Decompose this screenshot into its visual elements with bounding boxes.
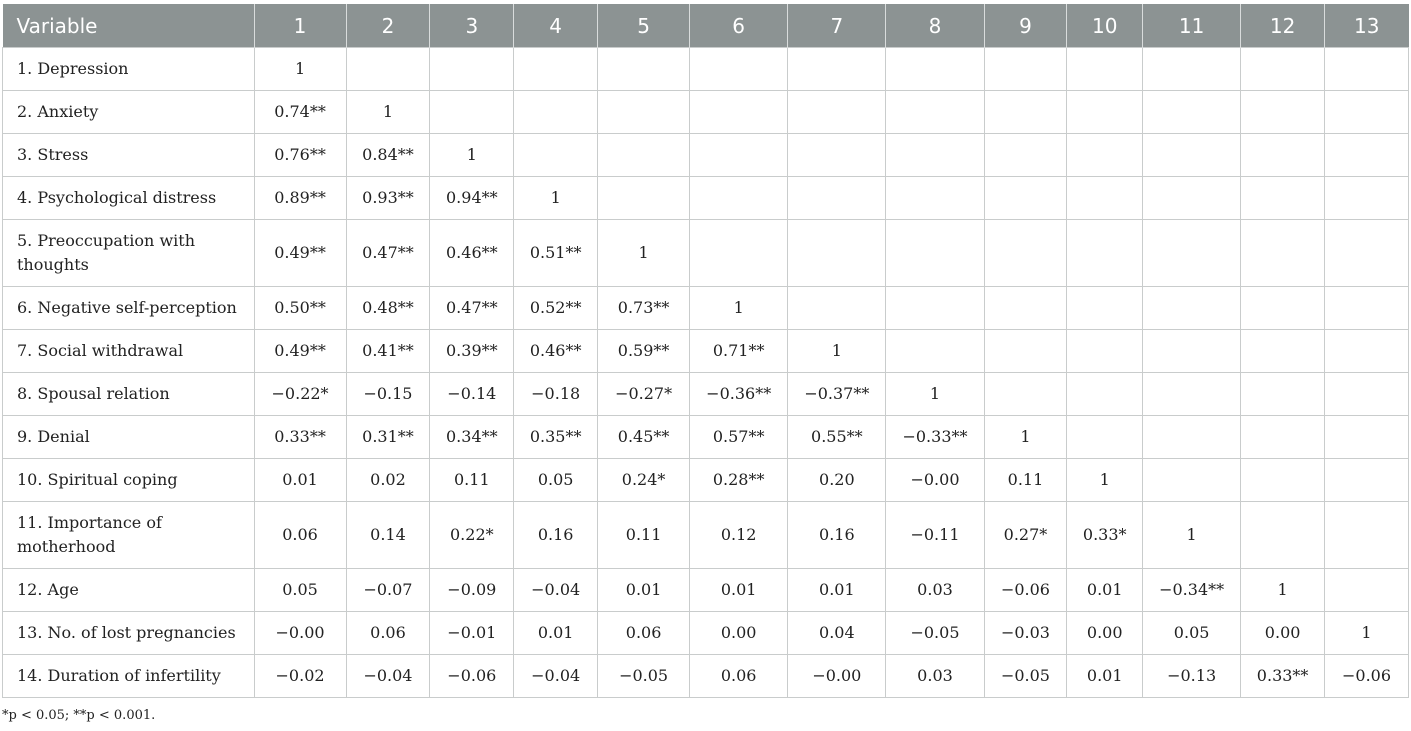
correlation-cell bbox=[1241, 48, 1325, 91]
correlation-cell: 1 bbox=[430, 134, 514, 177]
correlation-cell: −0.04 bbox=[514, 569, 598, 612]
variable-label: 4. Psychological distress bbox=[3, 177, 255, 220]
column-header-6: 6 bbox=[690, 4, 788, 48]
correlation-cell bbox=[1143, 330, 1241, 373]
variable-label: 12. Age bbox=[3, 569, 255, 612]
correlation-cell: 0.89** bbox=[254, 177, 346, 220]
correlation-cell bbox=[1325, 330, 1409, 373]
correlation-cell bbox=[886, 330, 984, 373]
variable-label: 6. Negative self-perception bbox=[3, 287, 255, 330]
table-row bbox=[3, 330, 1409, 373]
correlation-cell: −0.07 bbox=[346, 569, 430, 612]
correlation-cell bbox=[886, 91, 984, 134]
correlation-cell: 0.33** bbox=[254, 416, 346, 459]
variable-label: 8. Spousal relation bbox=[3, 373, 255, 416]
correlation-cell bbox=[1067, 287, 1143, 330]
correlation-cell bbox=[1325, 502, 1409, 569]
correlation-cell: 0.06 bbox=[690, 655, 788, 698]
correlation-cell bbox=[1241, 91, 1325, 134]
correlation-cell: −0.00 bbox=[788, 655, 886, 698]
column-header-10: 10 bbox=[1067, 4, 1143, 48]
correlation-cell: −0.36** bbox=[690, 373, 788, 416]
table-row bbox=[3, 48, 1409, 91]
correlation-cell bbox=[1143, 416, 1241, 459]
correlation-cell: 1 bbox=[598, 220, 690, 287]
correlation-cell: 0.39** bbox=[430, 330, 514, 373]
correlation-cell bbox=[984, 220, 1067, 287]
correlation-cell: 0.00 bbox=[1241, 612, 1325, 655]
correlation-cell: 0.84** bbox=[346, 134, 430, 177]
correlation-cell bbox=[984, 330, 1067, 373]
correlation-cell: 0.49** bbox=[254, 220, 346, 287]
correlation-cell bbox=[984, 48, 1067, 91]
correlation-cell: 0.27* bbox=[984, 502, 1067, 569]
correlation-cell: 0.28** bbox=[690, 459, 788, 502]
table-row bbox=[3, 459, 1409, 502]
correlation-cell: 0.49** bbox=[254, 330, 346, 373]
correlation-cell bbox=[1143, 91, 1241, 134]
correlation-cell: 0.00 bbox=[690, 612, 788, 655]
correlation-cell: −0.05 bbox=[886, 612, 984, 655]
correlation-cell bbox=[788, 91, 886, 134]
correlation-cell: 0.11 bbox=[430, 459, 514, 502]
correlation-cell: 1 bbox=[886, 373, 984, 416]
correlation-cell bbox=[514, 48, 598, 91]
correlation-cell bbox=[788, 48, 886, 91]
correlation-cell: 0.03 bbox=[886, 655, 984, 698]
correlation-cell: 0.59** bbox=[598, 330, 690, 373]
correlation-cell bbox=[1143, 48, 1241, 91]
variable-label: 5. Preoccupation with thoughts bbox=[3, 220, 255, 287]
correlation-cell bbox=[690, 134, 788, 177]
correlation-cell: −0.05 bbox=[598, 655, 690, 698]
correlation-cell bbox=[598, 177, 690, 220]
correlation-cell bbox=[1067, 220, 1143, 287]
correlation-cell bbox=[690, 177, 788, 220]
table-header-row bbox=[3, 4, 1409, 48]
correlation-cell bbox=[1241, 330, 1325, 373]
correlation-cell bbox=[1143, 220, 1241, 287]
column-header-9: 9 bbox=[984, 4, 1067, 48]
variable-label: 13. No. of lost pregnancies bbox=[3, 612, 255, 655]
correlation-cell bbox=[788, 177, 886, 220]
column-header-7: 7 bbox=[788, 4, 886, 48]
correlation-cell: −0.13 bbox=[1143, 655, 1241, 698]
correlation-cell bbox=[514, 134, 598, 177]
variable-label: 1. Depression bbox=[3, 48, 255, 91]
correlation-cell: 0.06 bbox=[254, 502, 346, 569]
correlation-cell bbox=[1325, 91, 1409, 134]
correlation-cell: 0.16 bbox=[788, 502, 886, 569]
correlation-cell bbox=[886, 48, 984, 91]
correlation-cell bbox=[1143, 373, 1241, 416]
table-body bbox=[3, 48, 1409, 698]
table-row bbox=[3, 177, 1409, 220]
variable-label: 10. Spiritual coping bbox=[3, 459, 255, 502]
correlation-cell: 0.02 bbox=[346, 459, 430, 502]
correlation-cell: −0.06 bbox=[430, 655, 514, 698]
correlation-cell bbox=[788, 287, 886, 330]
correlation-table bbox=[2, 4, 1409, 698]
correlation-cell bbox=[598, 134, 690, 177]
correlation-cell bbox=[1325, 287, 1409, 330]
correlation-cell: 0.76** bbox=[254, 134, 346, 177]
correlation-cell: 0.01 bbox=[690, 569, 788, 612]
correlation-cell: 0.20 bbox=[788, 459, 886, 502]
correlation-cell: 0.12 bbox=[690, 502, 788, 569]
correlation-cell: 1 bbox=[690, 287, 788, 330]
correlation-cell: 0.01 bbox=[514, 612, 598, 655]
correlation-cell: 0.41** bbox=[346, 330, 430, 373]
correlation-cell: 0.34** bbox=[430, 416, 514, 459]
correlation-cell bbox=[1241, 502, 1325, 569]
correlation-cell: −0.01 bbox=[430, 612, 514, 655]
correlation-cell bbox=[1241, 134, 1325, 177]
correlation-cell: −0.27* bbox=[598, 373, 690, 416]
correlation-cell: 1 bbox=[254, 48, 346, 91]
correlation-cell bbox=[1067, 330, 1143, 373]
correlation-cell: −0.22* bbox=[254, 373, 346, 416]
correlation-cell bbox=[788, 220, 886, 287]
correlation-cell: 0.24* bbox=[598, 459, 690, 502]
column-header-12: 12 bbox=[1241, 4, 1325, 48]
column-header-variable: Variable bbox=[3, 4, 255, 48]
correlation-cell: −0.00 bbox=[254, 612, 346, 655]
correlation-cell bbox=[1067, 91, 1143, 134]
correlation-cell bbox=[430, 48, 514, 91]
correlation-cell: 0.00 bbox=[1067, 612, 1143, 655]
table-row bbox=[3, 655, 1409, 698]
correlation-cell: 0.45** bbox=[598, 416, 690, 459]
correlation-cell: 0.57** bbox=[690, 416, 788, 459]
correlation-cell bbox=[984, 91, 1067, 134]
correlation-cell bbox=[1067, 416, 1143, 459]
correlation-cell: 0.46** bbox=[430, 220, 514, 287]
correlation-cell: 0.55** bbox=[788, 416, 886, 459]
correlation-cell: 0.01 bbox=[254, 459, 346, 502]
correlation-cell: 0.46** bbox=[514, 330, 598, 373]
correlation-cell: 0.94** bbox=[430, 177, 514, 220]
table-row bbox=[3, 373, 1409, 416]
correlation-cell bbox=[1325, 177, 1409, 220]
column-header-13: 13 bbox=[1325, 4, 1409, 48]
correlation-cell: 0.73** bbox=[598, 287, 690, 330]
correlation-cell bbox=[1067, 177, 1143, 220]
correlation-cell bbox=[1325, 220, 1409, 287]
correlation-cell: 1 bbox=[1143, 502, 1241, 569]
table-row bbox=[3, 91, 1409, 134]
correlation-cell: −0.33** bbox=[886, 416, 984, 459]
correlation-cell: −0.14 bbox=[430, 373, 514, 416]
correlation-cell bbox=[984, 177, 1067, 220]
correlation-cell: 0.16 bbox=[514, 502, 598, 569]
column-header-5: 5 bbox=[598, 4, 690, 48]
column-header-4: 4 bbox=[514, 4, 598, 48]
correlation-cell bbox=[1143, 177, 1241, 220]
variable-label: 11. Importance of motherhood bbox=[3, 502, 255, 569]
column-header-3: 3 bbox=[430, 4, 514, 48]
correlation-cell: 0.31** bbox=[346, 416, 430, 459]
correlation-cell: 0.05 bbox=[1143, 612, 1241, 655]
correlation-cell bbox=[1241, 220, 1325, 287]
correlation-cell bbox=[598, 91, 690, 134]
correlation-cell bbox=[1241, 373, 1325, 416]
table-row bbox=[3, 287, 1409, 330]
correlation-cell: 0.51** bbox=[514, 220, 598, 287]
correlation-cell: 0.01 bbox=[1067, 655, 1143, 698]
correlation-cell bbox=[886, 220, 984, 287]
correlation-cell: 0.06 bbox=[346, 612, 430, 655]
correlation-cell: 0.74** bbox=[254, 91, 346, 134]
correlation-cell: 0.01 bbox=[788, 569, 886, 612]
correlation-cell bbox=[1325, 373, 1409, 416]
correlation-cell: 0.48** bbox=[346, 287, 430, 330]
correlation-cell bbox=[1241, 416, 1325, 459]
correlation-cell: 1 bbox=[1241, 569, 1325, 612]
correlation-cell bbox=[690, 220, 788, 287]
correlation-cell: 0.71** bbox=[690, 330, 788, 373]
correlation-cell: 1 bbox=[1325, 612, 1409, 655]
correlation-cell: 0.11 bbox=[984, 459, 1067, 502]
column-header-11: 11 bbox=[1143, 4, 1241, 48]
correlation-cell: 0.33* bbox=[1067, 502, 1143, 569]
correlation-cell bbox=[514, 91, 598, 134]
correlation-cell bbox=[1143, 459, 1241, 502]
correlation-cell: 0.01 bbox=[598, 569, 690, 612]
correlation-cell bbox=[1241, 177, 1325, 220]
correlation-cell: 0.52** bbox=[514, 287, 598, 330]
correlation-cell bbox=[1067, 373, 1143, 416]
table-footnote: *p < 0.05; **p < 0.001. bbox=[2, 708, 156, 723]
correlation-cell bbox=[1325, 48, 1409, 91]
correlation-cell: −0.06 bbox=[984, 569, 1067, 612]
correlation-cell bbox=[886, 177, 984, 220]
table-row bbox=[3, 416, 1409, 459]
correlation-cell: 0.04 bbox=[788, 612, 886, 655]
correlation-cell: 0.33** bbox=[1241, 655, 1325, 698]
column-header-2: 2 bbox=[346, 4, 430, 48]
correlation-cell: 0.14 bbox=[346, 502, 430, 569]
correlation-cell bbox=[346, 48, 430, 91]
correlation-cell: 0.06 bbox=[598, 612, 690, 655]
correlation-cell: −0.09 bbox=[430, 569, 514, 612]
correlation-cell bbox=[1241, 287, 1325, 330]
table-row bbox=[3, 134, 1409, 177]
correlation-cell: 0.03 bbox=[886, 569, 984, 612]
correlation-cell: −0.11 bbox=[886, 502, 984, 569]
table-row bbox=[3, 612, 1409, 655]
correlation-cell: −0.18 bbox=[514, 373, 598, 416]
correlation-cell bbox=[1325, 569, 1409, 612]
correlation-cell bbox=[1241, 459, 1325, 502]
variable-label: 2. Anxiety bbox=[3, 91, 255, 134]
correlation-cell: 1 bbox=[788, 330, 886, 373]
correlation-cell bbox=[1143, 134, 1241, 177]
variable-label: 3. Stress bbox=[3, 134, 255, 177]
correlation-cell bbox=[984, 287, 1067, 330]
variable-label: 14. Duration of infertility bbox=[3, 655, 255, 698]
correlation-cell: 1 bbox=[514, 177, 598, 220]
correlation-cell: −0.34** bbox=[1143, 569, 1241, 612]
correlation-cell: 0.47** bbox=[430, 287, 514, 330]
correlation-cell: 0.05 bbox=[254, 569, 346, 612]
correlation-cell bbox=[1067, 48, 1143, 91]
correlation-cell bbox=[1325, 459, 1409, 502]
correlation-cell: −0.04 bbox=[346, 655, 430, 698]
table-row bbox=[3, 502, 1409, 569]
column-header-1: 1 bbox=[254, 4, 346, 48]
correlation-cell: 0.11 bbox=[598, 502, 690, 569]
correlation-cell bbox=[430, 91, 514, 134]
correlation-cell bbox=[788, 134, 886, 177]
correlation-cell: 0.50** bbox=[254, 287, 346, 330]
correlation-cell bbox=[1325, 134, 1409, 177]
correlation-cell: −0.00 bbox=[886, 459, 984, 502]
correlation-cell: −0.02 bbox=[254, 655, 346, 698]
correlation-cell bbox=[1143, 287, 1241, 330]
column-header-8: 8 bbox=[886, 4, 984, 48]
correlation-cell: 0.01 bbox=[1067, 569, 1143, 612]
correlation-cell: 0.93** bbox=[346, 177, 430, 220]
correlation-cell: 0.22* bbox=[430, 502, 514, 569]
correlation-cell bbox=[598, 48, 690, 91]
correlation-cell: 0.47** bbox=[346, 220, 430, 287]
correlation-cell: 0.05 bbox=[514, 459, 598, 502]
correlation-cell bbox=[886, 287, 984, 330]
correlation-cell: 1 bbox=[1067, 459, 1143, 502]
correlation-cell bbox=[886, 134, 984, 177]
correlation-cell: −0.37** bbox=[788, 373, 886, 416]
correlation-cell bbox=[690, 48, 788, 91]
correlation-cell: −0.15 bbox=[346, 373, 430, 416]
correlation-cell: 0.35** bbox=[514, 416, 598, 459]
correlation-cell: −0.04 bbox=[514, 655, 598, 698]
correlation-cell: 1 bbox=[346, 91, 430, 134]
variable-label: 7. Social withdrawal bbox=[3, 330, 255, 373]
table-row bbox=[3, 220, 1409, 287]
correlation-cell: 1 bbox=[984, 416, 1067, 459]
correlation-cell: −0.03 bbox=[984, 612, 1067, 655]
correlation-cell bbox=[984, 373, 1067, 416]
correlation-cell bbox=[690, 91, 788, 134]
table-row bbox=[3, 569, 1409, 612]
correlation-cell: −0.05 bbox=[984, 655, 1067, 698]
correlation-cell bbox=[984, 134, 1067, 177]
variable-label: 9. Denial bbox=[3, 416, 255, 459]
correlation-cell bbox=[1325, 416, 1409, 459]
correlation-cell: −0.06 bbox=[1325, 655, 1409, 698]
correlation-cell bbox=[1067, 134, 1143, 177]
